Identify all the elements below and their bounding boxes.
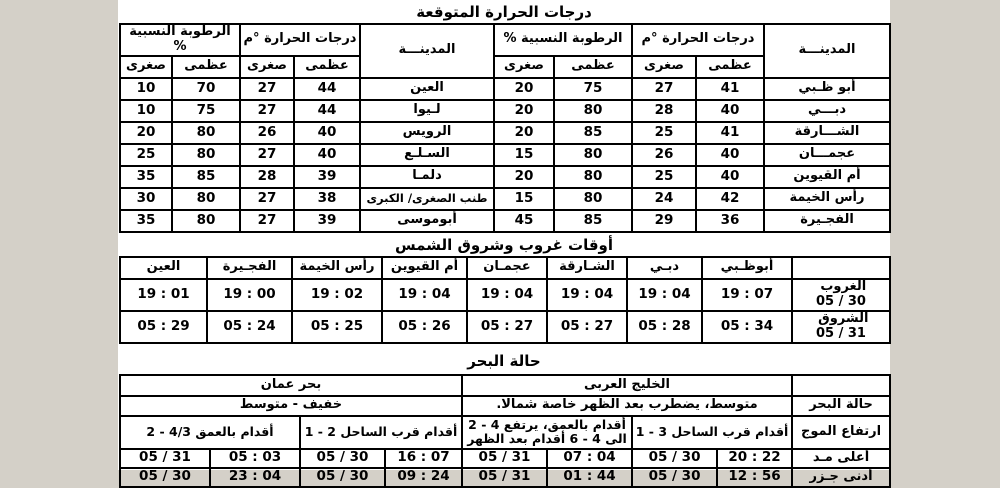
sunset-time-cell: 19 : 04 — [627, 279, 702, 311]
gulf-wave-coast-cell: 1 - 3 أقدام قرب الساحل — [632, 416, 792, 449]
tmin-cell: 26 — [240, 122, 294, 144]
th-temp-max: عظمى — [696, 56, 764, 78]
city-cell: أبو ظـبي — [764, 78, 890, 100]
hmin-cell: 20 — [494, 166, 554, 188]
sunrise-label: الشروق — [818, 310, 869, 326]
tmax-cell: 44 — [294, 100, 360, 122]
hmax-cell: 80 — [172, 188, 240, 210]
hmin-cell: 20 — [120, 122, 172, 144]
hmin-cell: 35 — [120, 210, 172, 232]
hmax-cell: 85 — [554, 210, 632, 232]
city-cell: أبوموسى — [360, 210, 494, 232]
temp-row — [120, 166, 890, 188]
tmin-cell: 25 — [632, 122, 696, 144]
oman-wave-deep-cell: 2 - 4/3 أقدام بالعمق — [120, 416, 300, 449]
city-cell: رأس الخيمة — [764, 188, 890, 210]
th-city-left: المدينـــة — [360, 24, 494, 78]
temp-row — [120, 188, 890, 210]
sun-title: أوقات غروب وشروق الشمس — [394, 235, 614, 254]
city-cell: الشـــارقة — [764, 122, 890, 144]
sea-state-table — [119, 374, 891, 488]
sunrise-time-cell: 05 : 29 — [120, 311, 207, 343]
tmin-cell: 27 — [240, 188, 294, 210]
sunset-label: الغروب — [820, 278, 867, 294]
tmin-cell: 27 — [240, 210, 294, 232]
tide-time-cell: 07 : 04 — [547, 449, 632, 468]
tmin-cell: 27 — [240, 78, 294, 100]
low-tide-row — [120, 468, 890, 487]
sunrise-date: 05 / 31 — [816, 325, 866, 341]
sun-city-header: عجمـان — [467, 257, 547, 279]
tmin-cell: 26 — [632, 144, 696, 166]
temperatures-table — [119, 23, 891, 233]
sea-title: حالة البحر — [467, 351, 541, 370]
hmin-cell: 20 — [494, 78, 554, 100]
sunrise-time-cell: 05 : 34 — [702, 311, 792, 343]
city-cell: الرويس — [360, 122, 494, 144]
document-paper — [118, 0, 890, 485]
th-temp-min: صغرى — [240, 56, 294, 78]
city-cell: الفجـيرة — [764, 210, 890, 232]
th-temp-left: درجات الحرارة °م — [240, 24, 360, 56]
high-tide-label-cell: أعلى مـد — [792, 449, 890, 468]
hmin-cell: 45 — [494, 210, 554, 232]
tide-date-cell: 05 / 30 — [120, 468, 210, 487]
city-cell: دبـــي — [764, 100, 890, 122]
th-temp-min: صغرى — [632, 56, 696, 78]
tmax-cell: 41 — [696, 122, 764, 144]
sun-city-header: رأس الخيمة — [292, 257, 382, 279]
tmin-cell: 28 — [632, 100, 696, 122]
tmin-cell: 27 — [240, 144, 294, 166]
hmin-cell: 15 — [494, 144, 554, 166]
city-cell: طنب الصغرى/ الكبرى — [360, 188, 494, 210]
sunrise-time-cell: 05 : 26 — [382, 311, 467, 343]
sunrise-time-cell: 05 : 28 — [627, 311, 702, 343]
hmax-cell: 80 — [554, 166, 632, 188]
sun-city-header: العين — [120, 257, 207, 279]
hmax-cell: 80 — [554, 188, 632, 210]
hmin-cell: 30 — [120, 188, 172, 210]
sunset-time-cell: 19 : 01 — [120, 279, 207, 311]
hmax-cell: 80 — [172, 122, 240, 144]
th-hum-min: صغرى — [494, 56, 554, 78]
tmax-cell: 36 — [696, 210, 764, 232]
tmin-cell: 24 — [632, 188, 696, 210]
sunrise-time-cell: 05 : 24 — [207, 311, 292, 343]
sunset-time-cell: 19 : 04 — [547, 279, 627, 311]
th-hum-max: عظمى — [172, 56, 240, 78]
tmax-cell: 42 — [696, 188, 764, 210]
temps-title: درجات الحرارة المتوقعة — [416, 3, 592, 21]
th-hum-min: صغرى — [120, 56, 172, 78]
tmax-cell: 38 — [294, 188, 360, 210]
hmin-cell: 35 — [120, 166, 172, 188]
tide-time-cell: 20 : 22 — [717, 449, 792, 468]
tide-time-cell: 23 : 04 — [210, 468, 300, 487]
hmax-cell: 80 — [172, 144, 240, 166]
wave-height-label-cell: ارتفاع الموج — [792, 416, 890, 449]
tmin-cell: 27 — [240, 100, 294, 122]
sunrise-row — [120, 311, 890, 343]
sunset-time-cell: 19 : 00 — [207, 279, 292, 311]
hmin-cell: 20 — [494, 122, 554, 144]
tide-date-cell: 05 / 30 — [632, 468, 717, 487]
city-cell: أم القيوين — [764, 166, 890, 188]
tmin-cell: 28 — [240, 166, 294, 188]
tide-date-cell: 05 / 31 — [120, 449, 210, 468]
tmax-cell: 44 — [294, 78, 360, 100]
hmin-cell: 10 — [120, 100, 172, 122]
sun-times-table — [119, 256, 891, 344]
temp-row — [120, 122, 890, 144]
tmax-cell: 41 — [696, 78, 764, 100]
gulf-name-cell: الخليج العربى — [462, 375, 792, 396]
city-cell: لـيوا — [360, 100, 494, 122]
gulf-wave-deep-cell: 2 - 4 أقدام بالعمق، يرتفع الى 4 - 6 أقدام بعد الظهر — [462, 416, 632, 449]
city-cell: دلمـا — [360, 166, 494, 188]
hmax-cell: 70 — [172, 78, 240, 100]
hmax-cell: 75 — [172, 100, 240, 122]
hmin-cell: 20 — [494, 100, 554, 122]
tide-time-cell: 09 : 24 — [385, 468, 462, 487]
sunrise-label-cell — [792, 311, 890, 343]
tmin-cell: 27 — [632, 78, 696, 100]
tmax-cell: 40 — [696, 166, 764, 188]
hmax-cell: 80 — [172, 210, 240, 232]
sunset-row — [120, 279, 890, 311]
sun-corner-cell — [792, 257, 890, 279]
oman-state-cell: خفيف - متوسط — [120, 396, 462, 416]
tmax-cell: 39 — [294, 166, 360, 188]
tide-date-cell: 05 / 31 — [462, 468, 547, 487]
temp-row — [120, 100, 890, 122]
tmax-cell: 40 — [294, 122, 360, 144]
th-temp-max: عظمى — [294, 56, 360, 78]
temp-row — [120, 78, 890, 100]
tide-date-cell: 05 / 30 — [632, 449, 717, 468]
th-hum-max: عظمى — [554, 56, 632, 78]
tide-time-cell: 01 : 44 — [547, 468, 632, 487]
sun-city-header: أبوظـبي — [702, 257, 792, 279]
sun-city-header: الشـارقة — [547, 257, 627, 279]
sunrise-time-cell: 05 : 27 — [547, 311, 627, 343]
tmin-cell: 29 — [632, 210, 696, 232]
sunset-label-cell — [792, 279, 890, 311]
sea-state-label-cell: حالة البحر — [792, 396, 890, 416]
th-city-right: المدينـــة — [764, 24, 890, 78]
oman-name-cell: بحر عمان — [120, 375, 462, 396]
tmax-cell: 40 — [696, 144, 764, 166]
sunset-time-cell: 19 : 07 — [702, 279, 792, 311]
sunrise-time-cell: 05 : 27 — [467, 311, 547, 343]
high-tide-row — [120, 449, 890, 468]
tide-date-cell: 05 / 30 — [300, 468, 385, 487]
city-cell: السـلـع — [360, 144, 494, 166]
temp-row — [120, 144, 890, 166]
hmax-cell: 85 — [172, 166, 240, 188]
city-cell: العين — [360, 78, 494, 100]
oman-wave-coast-cell: 1 - 2 أقدام قرب الساحل — [300, 416, 462, 449]
hmax-cell: 80 — [554, 100, 632, 122]
tmax-cell: 40 — [294, 144, 360, 166]
hmax-cell: 80 — [554, 144, 632, 166]
low-tide-label-cell: أدنى جـزر — [792, 468, 890, 487]
sea-corner-cell — [792, 375, 890, 396]
temp-row — [120, 210, 890, 232]
hmin-cell: 15 — [494, 188, 554, 210]
sunset-date: 05 / 30 — [816, 293, 866, 309]
sunset-time-cell: 19 : 04 — [467, 279, 547, 311]
tide-time-cell: 16 : 07 — [385, 449, 462, 468]
sunset-time-cell: 19 : 04 — [382, 279, 467, 311]
th-humidity-left: الرطوبة النسبية % — [120, 24, 240, 56]
sun-city-header: أم القيوين — [382, 257, 467, 279]
gulf-state-cell: متوسط، يضطرب بعد الظهر خاصة شمالا. — [462, 396, 792, 416]
tide-time-cell: 05 : 03 — [210, 449, 300, 468]
th-temp-right: درجات الحرارة °م — [632, 24, 764, 56]
tmin-cell: 25 — [632, 166, 696, 188]
tide-time-cell: 12 : 56 — [717, 468, 792, 487]
hmin-cell: 10 — [120, 78, 172, 100]
hmax-cell: 85 — [554, 122, 632, 144]
tmax-cell: 40 — [696, 100, 764, 122]
hmin-cell: 25 — [120, 144, 172, 166]
sun-city-header: الفجـيرة — [207, 257, 292, 279]
tide-date-cell: 05 / 30 — [300, 449, 385, 468]
hmax-cell: 75 — [554, 78, 632, 100]
th-humidity-right: الرطوبة النسبية % — [494, 24, 632, 56]
tmax-cell: 39 — [294, 210, 360, 232]
sunrise-time-cell: 05 : 25 — [292, 311, 382, 343]
sun-city-header: دبـي — [627, 257, 702, 279]
tide-date-cell: 05 / 31 — [462, 449, 547, 468]
sunset-time-cell: 19 : 02 — [292, 279, 382, 311]
city-cell: عجمـــان — [764, 144, 890, 166]
